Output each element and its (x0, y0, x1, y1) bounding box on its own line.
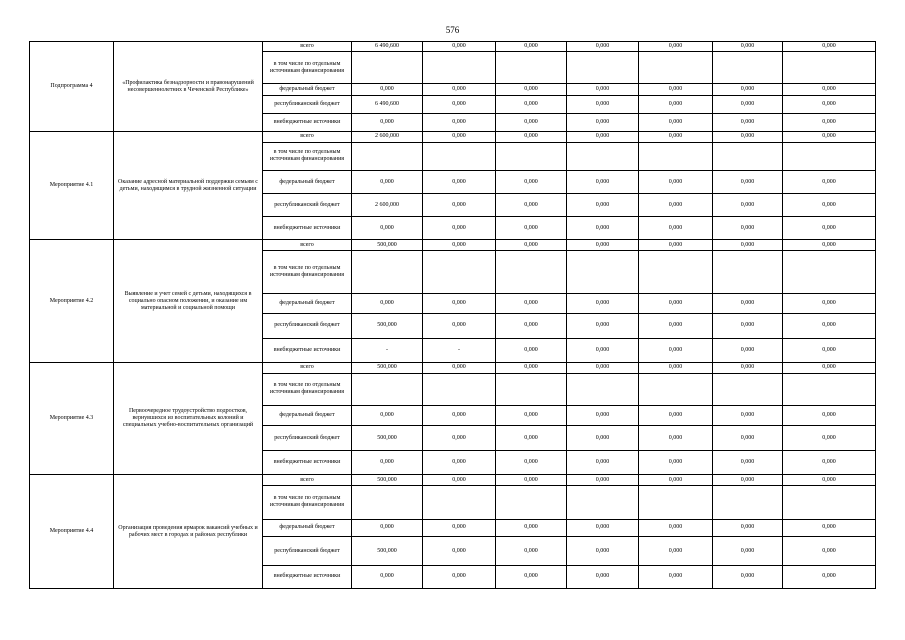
amount-cell: 0,000 (567, 451, 639, 475)
amount-cell: 500,000 (352, 363, 423, 373)
amount-cell: 0,000 (639, 451, 713, 475)
amount-cell: 0,000 (783, 451, 876, 475)
program-description-cell: «Профилактика безнадзорности и правонарушений несовершеннолетних в Чеченской Республике» (114, 42, 263, 132)
budget-table-body (30, 42, 876, 589)
amount-cell (423, 142, 496, 170)
funding-source-cell: республиканский бюджет (263, 194, 352, 217)
amount-cell: 0,000 (496, 132, 567, 142)
amount-cell: 0,000 (783, 114, 876, 132)
amount-cell (352, 250, 423, 293)
funding-source-cell: федеральный бюджет (263, 171, 352, 194)
amount-cell: 0,000 (639, 426, 713, 451)
amount-cell: 0,000 (783, 194, 876, 217)
amount-cell: 0,000 (713, 171, 783, 194)
amount-cell: 0,000 (639, 83, 713, 95)
amount-cell: 0,000 (567, 132, 639, 142)
amount-cell: 0,000 (567, 114, 639, 132)
amount-cell (496, 142, 567, 170)
funding-source-cell: внебюджетные источники (263, 114, 352, 132)
funding-source-cell: в том числе по отдельным источникам финансирования (263, 485, 352, 519)
funding-source-cell: республиканский бюджет (263, 537, 352, 565)
amount-cell (639, 142, 713, 170)
amount-cell (352, 485, 423, 519)
amount-cell: 0,000 (713, 565, 783, 588)
amount-cell: 0,000 (423, 537, 496, 565)
funding-source-cell: всего (263, 240, 352, 250)
amount-cell: 0,000 (783, 406, 876, 426)
amount-cell: 0,000 (352, 565, 423, 588)
amount-cell: - (423, 339, 496, 363)
funding-source-cell: внебюджетные источники (263, 451, 352, 475)
funding-source-cell: в том числе по отдельным источникам финансирования (263, 52, 352, 83)
amount-cell: 0,000 (496, 217, 567, 240)
amount-cell (639, 250, 713, 293)
amount-cell: 0,000 (567, 426, 639, 451)
amount-cell: 0,000 (639, 406, 713, 426)
amount-cell: 6 490,600 (352, 95, 423, 114)
amount-cell (496, 373, 567, 406)
funding-source-cell: внебюджетные источники (263, 339, 352, 363)
amount-cell: 0,000 (639, 363, 713, 373)
amount-cell: 0,000 (713, 451, 783, 475)
amount-cell (423, 250, 496, 293)
amount-cell: 0,000 (713, 313, 783, 338)
amount-cell: 0,000 (567, 537, 639, 565)
amount-cell: 0,000 (496, 565, 567, 588)
amount-cell: 0,000 (713, 406, 783, 426)
amount-cell: 0,000 (423, 217, 496, 240)
amount-cell: 0,000 (783, 339, 876, 363)
amount-cell: 0,000 (639, 132, 713, 142)
amount-cell: 0,000 (496, 194, 567, 217)
amount-cell: 0,000 (713, 363, 783, 373)
amount-cell: 0,000 (496, 475, 567, 485)
amount-cell: 0,000 (567, 42, 639, 52)
amount-cell: 0,000 (423, 565, 496, 588)
amount-cell: 0,000 (713, 339, 783, 363)
amount-cell (496, 52, 567, 83)
amount-cell (639, 52, 713, 83)
program-description-cell: Выявление и учет семей с детьми, находящихся в социально опасном положении, и оказание им материальной и социальной помощи (114, 240, 263, 363)
amount-cell: 2 600,000 (352, 132, 423, 142)
table-row (30, 475, 876, 485)
amount-cell: 0,000 (567, 519, 639, 537)
amount-cell: 0,000 (713, 95, 783, 114)
amount-cell (423, 373, 496, 406)
amount-cell: 0,000 (639, 339, 713, 363)
amount-cell: 0,000 (639, 42, 713, 52)
amount-cell: 0,000 (567, 293, 639, 313)
funding-source-cell: всего (263, 475, 352, 485)
amount-cell: 0,000 (423, 194, 496, 217)
amount-cell: 0,000 (352, 83, 423, 95)
funding-source-cell: в том числе по отдельным источникам финансирования (263, 142, 352, 170)
program-label-cell: Мероприятие 4.1 (30, 132, 114, 240)
amount-cell (352, 373, 423, 406)
table-row (30, 42, 876, 52)
funding-source-cell: федеральный бюджет (263, 83, 352, 95)
amount-cell: 0,000 (496, 537, 567, 565)
program-label-cell: Мероприятие 4.2 (30, 240, 114, 363)
amount-cell: 0,000 (713, 519, 783, 537)
amount-cell: 0,000 (713, 83, 783, 95)
amount-cell: 0,000 (639, 313, 713, 338)
amount-cell: 0,000 (496, 339, 567, 363)
amount-cell: 0,000 (567, 240, 639, 250)
amount-cell: 0,000 (783, 363, 876, 373)
amount-cell: 0,000 (639, 293, 713, 313)
funding-source-cell: федеральный бюджет (263, 406, 352, 426)
amount-cell (567, 142, 639, 170)
amount-cell: 6 490,600 (352, 42, 423, 52)
amount-cell: 0,000 (567, 363, 639, 373)
amount-cell: 0,000 (496, 293, 567, 313)
amount-cell (783, 485, 876, 519)
amount-cell: 0,000 (567, 171, 639, 194)
amount-cell: 0,000 (352, 406, 423, 426)
amount-cell: 0,000 (423, 95, 496, 114)
amount-cell: 0,000 (783, 475, 876, 485)
amount-cell: 0,000 (783, 293, 876, 313)
amount-cell: 0,000 (713, 293, 783, 313)
amount-cell: 0,000 (567, 194, 639, 217)
amount-cell: 0,000 (423, 240, 496, 250)
amount-cell: 0,000 (783, 565, 876, 588)
amount-cell: 0,000 (713, 114, 783, 132)
amount-cell: 0,000 (496, 426, 567, 451)
amount-cell: 0,000 (567, 83, 639, 95)
funding-source-cell: федеральный бюджет (263, 293, 352, 313)
amount-cell: 0,000 (496, 519, 567, 537)
amount-cell: 0,000 (423, 83, 496, 95)
amount-cell: 500,000 (352, 426, 423, 451)
amount-cell (639, 485, 713, 519)
funding-source-cell: внебюджетные источники (263, 217, 352, 240)
amount-cell: 0,000 (713, 240, 783, 250)
amount-cell: 0,000 (567, 565, 639, 588)
amount-cell: 0,000 (423, 519, 496, 537)
amount-cell: 0,000 (352, 519, 423, 537)
amount-cell: 0,000 (496, 83, 567, 95)
amount-cell (713, 250, 783, 293)
funding-source-cell: республиканский бюджет (263, 95, 352, 114)
amount-cell (423, 52, 496, 83)
amount-cell: 0,000 (639, 95, 713, 114)
amount-cell: 0,000 (496, 406, 567, 426)
amount-cell: 0,000 (639, 519, 713, 537)
amount-cell: 500,000 (352, 313, 423, 338)
amount-cell: 0,000 (423, 363, 496, 373)
amount-cell: 0,000 (423, 114, 496, 132)
amount-cell: 0,000 (639, 171, 713, 194)
amount-cell: 0,000 (423, 171, 496, 194)
page-number: 576 (445, 25, 460, 35)
program-description-cell: Первоочередное трудоустройство подростков, вернувшихся из воспитательных колоний и специальных учебно-воспитательных организаций (114, 363, 263, 475)
amount-cell: 0,000 (496, 313, 567, 338)
amount-cell: 0,000 (567, 217, 639, 240)
amount-cell (423, 485, 496, 519)
amount-cell: 0,000 (783, 240, 876, 250)
amount-cell: 0,000 (783, 83, 876, 95)
amount-cell: 2 600,000 (352, 194, 423, 217)
amount-cell: 500,000 (352, 240, 423, 250)
table-row (30, 240, 876, 250)
amount-cell: 0,000 (423, 313, 496, 338)
amount-cell: 0,000 (567, 475, 639, 485)
amount-cell: 0,000 (496, 451, 567, 475)
amount-cell: 0,000 (783, 313, 876, 338)
amount-cell: 0,000 (713, 537, 783, 565)
amount-cell: 0,000 (713, 42, 783, 52)
program-description-cell: Оказание адресной материальной поддержки семьям с детьми, находящимся в трудной жизненной ситуации (114, 132, 263, 240)
amount-cell: 0,000 (352, 171, 423, 194)
amount-cell (713, 373, 783, 406)
amount-cell (567, 485, 639, 519)
amount-cell: 0,000 (496, 114, 567, 132)
amount-cell: 0,000 (423, 406, 496, 426)
funding-source-cell: республиканский бюджет (263, 426, 352, 451)
amount-cell: 0,000 (496, 240, 567, 250)
amount-cell (713, 485, 783, 519)
amount-cell (713, 142, 783, 170)
amount-cell: 0,000 (639, 114, 713, 132)
amount-cell: 0,000 (783, 426, 876, 451)
budget-table (29, 41, 876, 589)
amount-cell: 0,000 (783, 95, 876, 114)
amount-cell: 0,000 (783, 42, 876, 52)
amount-cell: 0,000 (496, 171, 567, 194)
amount-cell: 0,000 (567, 406, 639, 426)
amount-cell (567, 52, 639, 83)
funding-source-cell: в том числе по отдельным источникам финансирования (263, 373, 352, 406)
amount-cell (352, 142, 423, 170)
table-row (30, 132, 876, 142)
amount-cell: 0,000 (713, 475, 783, 485)
amount-cell: 0,000 (783, 171, 876, 194)
amount-cell (713, 52, 783, 83)
program-label-cell: Мероприятие 4.4 (30, 475, 114, 589)
amount-cell: 0,000 (783, 217, 876, 240)
amount-cell (567, 373, 639, 406)
amount-cell: 0,000 (783, 519, 876, 537)
funding-source-cell: внебюджетные источники (263, 565, 352, 588)
amount-cell: 0,000 (423, 132, 496, 142)
funding-source-cell: федеральный бюджет (263, 519, 352, 537)
program-label-cell: Мероприятие 4.3 (30, 363, 114, 475)
funding-source-cell: республиканский бюджет (263, 313, 352, 338)
amount-cell: 0,000 (352, 293, 423, 313)
amount-cell (783, 52, 876, 83)
amount-cell: 0,000 (639, 565, 713, 588)
table-row (30, 363, 876, 373)
amount-cell: 0,000 (639, 240, 713, 250)
amount-cell (783, 142, 876, 170)
amount-cell: 0,000 (639, 194, 713, 217)
amount-cell: 0,000 (496, 42, 567, 52)
amount-cell: 0,000 (423, 293, 496, 313)
amount-cell: 0,000 (423, 42, 496, 52)
amount-cell: 0,000 (423, 475, 496, 485)
amount-cell: 0,000 (567, 313, 639, 338)
amount-cell: - (352, 339, 423, 363)
amount-cell: 0,000 (423, 426, 496, 451)
amount-cell (496, 250, 567, 293)
amount-cell: 0,000 (713, 132, 783, 142)
amount-cell: 0,000 (496, 363, 567, 373)
funding-source-cell: всего (263, 363, 352, 373)
amount-cell: 0,000 (567, 339, 639, 363)
amount-cell: 0,000 (713, 194, 783, 217)
amount-cell: 0,000 (713, 217, 783, 240)
amount-cell: 0,000 (496, 95, 567, 114)
amount-cell: 0,000 (713, 426, 783, 451)
program-description-cell: Организация проведения ярмарок вакансий учебных и рабочих мест в городах и районах республики (114, 475, 263, 589)
amount-cell (783, 373, 876, 406)
amount-cell: 0,000 (639, 537, 713, 565)
funding-source-cell: всего (263, 132, 352, 142)
amount-cell: 500,000 (352, 537, 423, 565)
amount-cell: 500,000 (352, 475, 423, 485)
amount-cell (352, 52, 423, 83)
program-label-cell: Подпрограмма 4 (30, 42, 114, 132)
amount-cell: 0,000 (783, 132, 876, 142)
amount-cell (496, 485, 567, 519)
amount-cell: 0,000 (639, 217, 713, 240)
amount-cell: 0,000 (423, 451, 496, 475)
amount-cell (639, 373, 713, 406)
amount-cell: 0,000 (352, 114, 423, 132)
amount-cell: 0,000 (783, 537, 876, 565)
funding-source-cell: в том числе по отдельным источникам финансирования (263, 250, 352, 293)
amount-cell: 0,000 (352, 217, 423, 240)
amount-cell (783, 250, 876, 293)
amount-cell: 0,000 (567, 95, 639, 114)
amount-cell: 0,000 (352, 451, 423, 475)
funding-source-cell: всего (263, 42, 352, 52)
amount-cell (567, 250, 639, 293)
amount-cell: 0,000 (639, 475, 713, 485)
